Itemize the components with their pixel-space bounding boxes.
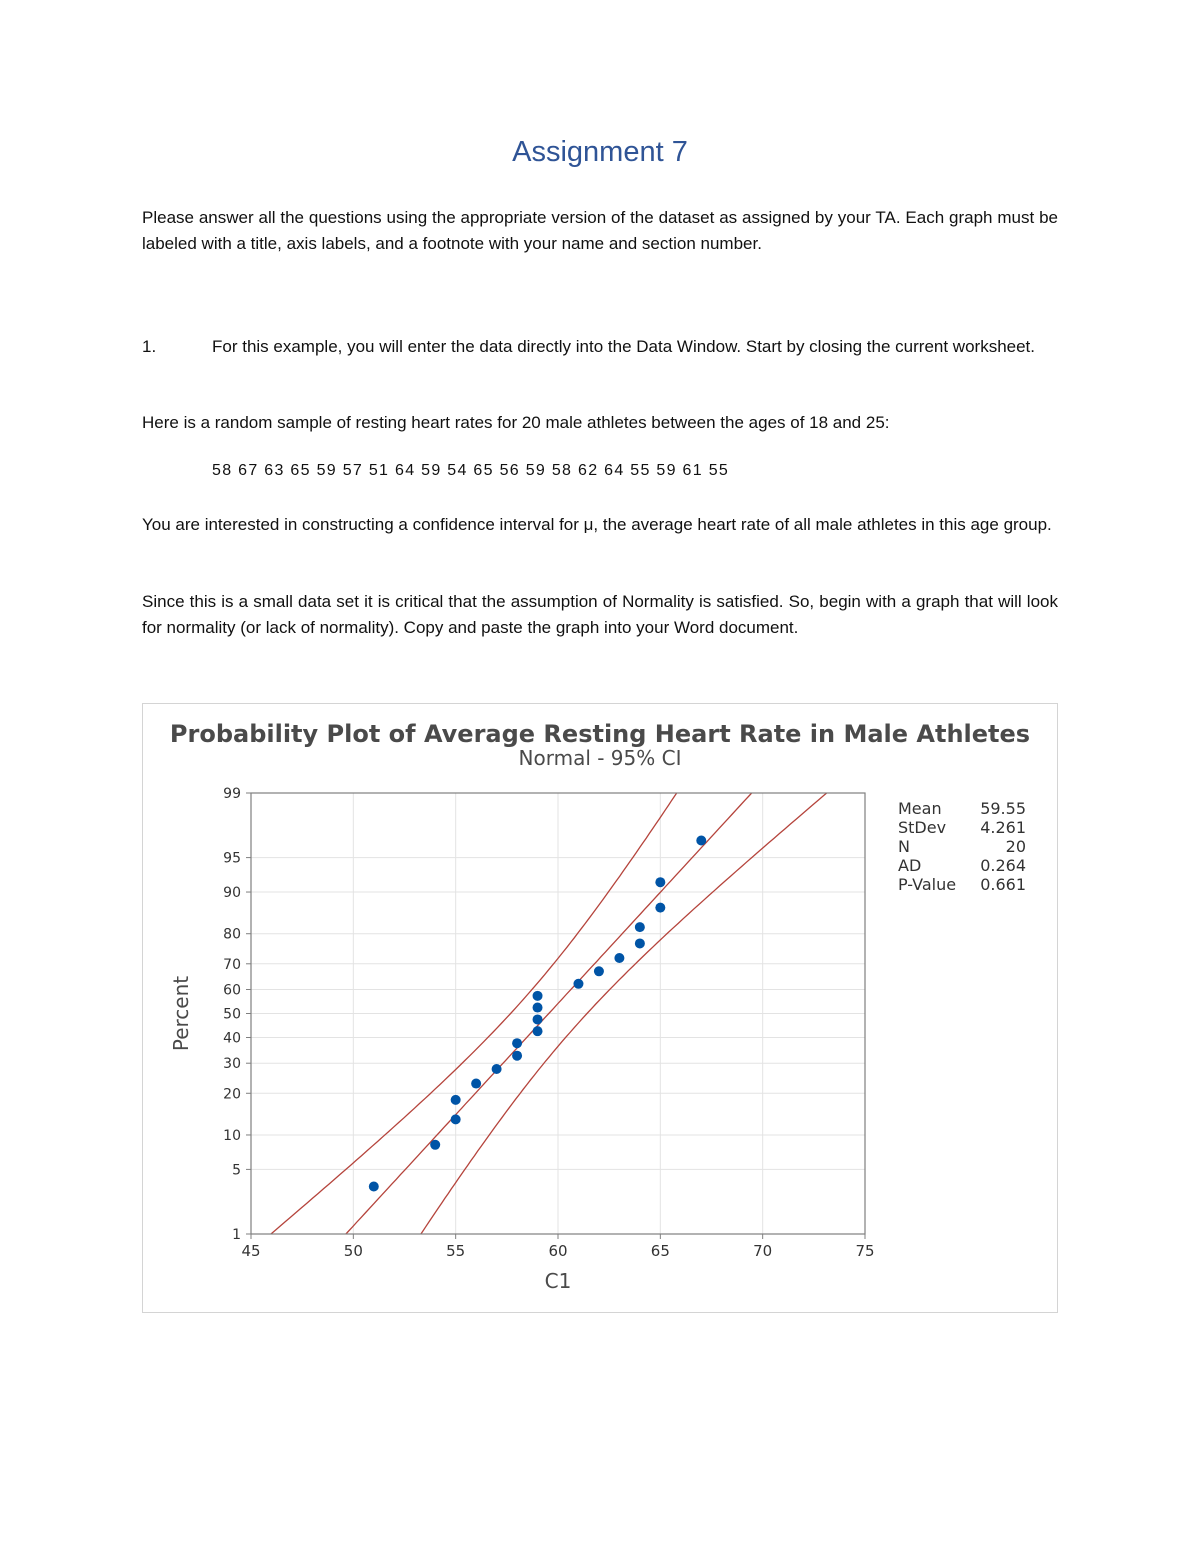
y-tick-label: 99 [223,786,241,802]
question-text: For this example, you will enter the data directly into the Data Window. Start by closing the current worksheet. [212,337,1035,356]
y-tick-label: 30 [223,1056,241,1073]
data-point [635,922,645,932]
stats-value: 0.264 [980,856,1026,875]
y-tick-label: 95 [223,850,241,867]
intro-paragraph: Please answer all the questions using the appropriate version of the dataset as assigned by your TA. Each graph must be labeled with a title, axis labels, and a footnote with your name and section number. [142,208,1058,253]
stats-label: P-Value [898,875,957,894]
x-tick-label: 60 [548,1242,568,1260]
probability-plot-figure [142,703,1058,1313]
data-point [451,1095,461,1105]
y-tick-label: 70 [223,956,241,973]
data-point [573,979,583,989]
x-tick-label: 50 [343,1242,363,1260]
interest-paragraph: You are interested in constructing a confidence interval for μ, the average heart rate of all male athletes in this age group. [142,515,1052,534]
x-tick-label: 70 [753,1242,773,1260]
data-point [533,991,543,1001]
normality-paragraph: Since this is a small data set it is critical that the assumption of Normality is satisfied. So, begin with a graph that will look for normality (or lack of normality). Copy and paste the graph into your Word document. [142,592,1058,637]
data-point [696,836,706,846]
data-point [430,1140,440,1150]
data-point [512,1051,522,1061]
probability-plot [143,704,1057,1312]
stats-value: 20 [1005,837,1026,856]
data-point [471,1079,481,1089]
data-point [655,903,665,913]
question-1 [142,334,1058,360]
data-point [492,1064,502,1074]
y-tick-label: 40 [223,1030,241,1047]
data-point [594,966,604,976]
y-tick-label: 5 [232,1162,241,1179]
data-point [369,1181,379,1191]
y-tick-label: 90 [223,885,241,902]
data-point [614,953,624,963]
chart-title: Probability Plot of Average Resting Heart Rate in Male Athletes [169,720,1031,748]
x-axis-label: C1 [544,1269,572,1293]
data-point [512,1038,522,1048]
data-point [533,1003,543,1013]
y-tick-label: 20 [223,1086,241,1103]
question-number: 1. [142,337,157,356]
sample-description: Here is a random sample of resting heart rates for 20 male athletes between the ages of 18 and 25: [142,413,890,432]
data-values: 58 67 63 65 59 57 51 64 59 54 65 56 59 58 62 64 55 59 61 55 [212,462,730,479]
data-point [533,1014,543,1024]
x-tick-label: 55 [446,1242,466,1260]
data-point [635,938,645,948]
data-point [533,1026,543,1036]
y-tick-label: 60 [223,982,241,999]
x-tick-label: 45 [241,1242,261,1260]
stats-value: 0.661 [980,875,1026,894]
stats-value: 59.55 [980,799,1026,818]
y-axis-label: Percent [169,975,193,1052]
y-tick-label: 80 [223,926,241,943]
stats-label: Mean [898,799,942,818]
stats-value: 4.261 [980,818,1026,837]
x-tick-label: 65 [650,1242,670,1260]
stats-label: StDev [898,818,947,837]
y-tick-label: 10 [223,1127,241,1144]
data-point [655,877,665,887]
stats-label: AD [898,856,922,875]
stats-label: N [898,837,910,856]
page-title: Assignment 7 [512,136,688,168]
chart-subtitle: Normal - 95% CI [518,746,682,770]
data-point [451,1114,461,1124]
y-tick-label: 50 [223,1006,241,1023]
x-tick-label: 75 [855,1242,875,1260]
y-tick-label: 1 [232,1227,241,1243]
